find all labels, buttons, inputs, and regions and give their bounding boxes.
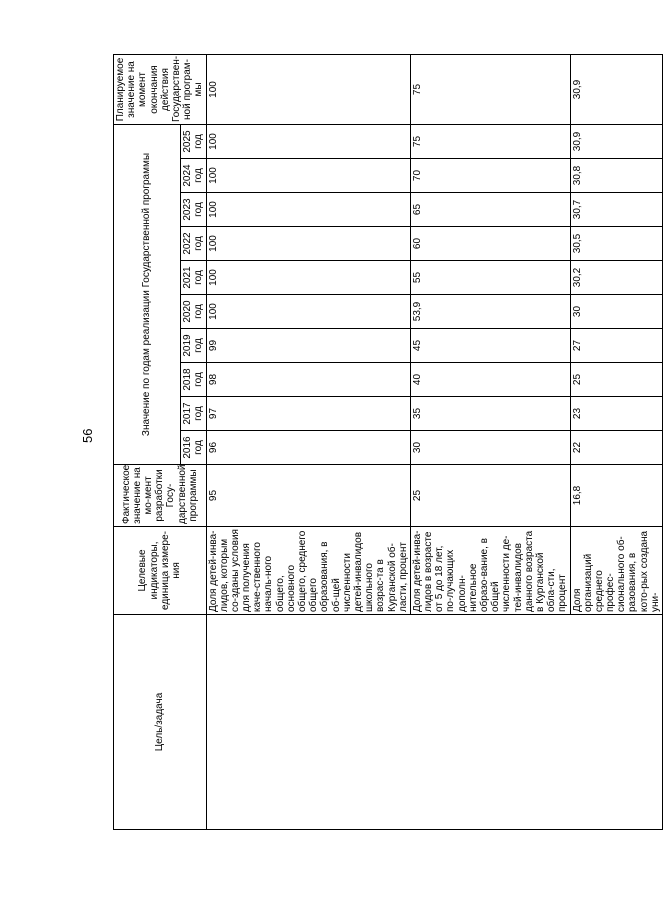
year-value-cell: 30,9 bbox=[570, 125, 663, 159]
year-value-cell: 30,7 bbox=[570, 193, 663, 227]
planned-value-cell: 75 bbox=[410, 55, 570, 125]
header-year: 2021 год bbox=[181, 261, 206, 295]
header-planned: Планируемое значение на момент окончания действия Государствен-ной програм-мы bbox=[114, 55, 207, 125]
year-value-cell: 96 bbox=[206, 431, 410, 465]
year-value-cell: 45 bbox=[410, 329, 570, 363]
year-value-cell: 53,9 bbox=[410, 295, 570, 329]
year-value-cell: 30,5 bbox=[570, 227, 663, 261]
year-value-cell: 100 bbox=[206, 227, 410, 261]
header-goal: Цель/задача bbox=[114, 615, 207, 830]
rotated-table-wrapper bbox=[113, 50, 661, 830]
year-value-cell: 100 bbox=[206, 261, 410, 295]
year-value-cell: 60 bbox=[410, 227, 570, 261]
year-value-cell: 99 bbox=[206, 329, 410, 363]
year-value-cell: 27 bbox=[570, 329, 663, 363]
actual-value-cell: 95 bbox=[206, 465, 410, 527]
header-year: 2018 год bbox=[181, 363, 206, 397]
header-year: 2020 год bbox=[181, 295, 206, 329]
year-value-cell: 30 bbox=[410, 431, 570, 465]
table-row bbox=[206, 55, 410, 830]
header-indicator: Целевые индикаторы, единица измере-ния bbox=[114, 527, 207, 615]
year-value-cell: 98 bbox=[206, 363, 410, 397]
year-value-cell: 22 bbox=[570, 431, 663, 465]
year-value-cell: 100 bbox=[206, 159, 410, 193]
year-value-cell: 30,2 bbox=[570, 261, 663, 295]
year-value-cell: 100 bbox=[206, 295, 410, 329]
year-value-cell: 23 bbox=[570, 397, 663, 431]
year-value-cell: 70 bbox=[410, 159, 570, 193]
header-by-year: Значение по годам реализации Государственной программы bbox=[114, 125, 181, 465]
year-value-cell: 35 bbox=[410, 397, 570, 431]
year-value-cell: 30,8 bbox=[570, 159, 663, 193]
header-year: 2016 год bbox=[181, 431, 206, 465]
indicator-cell: Доля детей-инва-лидов в возрасте от 5 до 18 лет, по-лучающих дополн-нительное образо-вание, в общей численности де-тей-инвалидов данного возраста в Курганской обла-сти, процент bbox=[410, 527, 570, 615]
year-value-cell: 55 bbox=[410, 261, 570, 295]
header-actual: Фактическое значение на мо-мент разработки Госу-дарственной программы bbox=[114, 465, 207, 527]
actual-value-cell: 16,8 bbox=[570, 465, 663, 527]
year-value-cell: 100 bbox=[206, 125, 410, 159]
year-value-cell: 30 bbox=[570, 295, 663, 329]
year-value-cell: 40 bbox=[410, 363, 570, 397]
year-value-cell: 75 bbox=[410, 125, 570, 159]
planned-value-cell: 30,9 bbox=[570, 55, 663, 125]
year-value-cell: 65 bbox=[410, 193, 570, 227]
year-value-cell: 97 bbox=[206, 397, 410, 431]
header-year: 2022 год bbox=[181, 227, 206, 261]
header-year: 2019 год bbox=[181, 329, 206, 363]
page-number: 56 bbox=[80, 428, 95, 443]
goal-cell bbox=[206, 615, 663, 830]
actual-value-cell: 25 bbox=[410, 465, 570, 527]
indicators-table bbox=[113, 54, 663, 830]
header-year: 2024 год bbox=[181, 159, 206, 193]
header-year: 2017 год bbox=[181, 397, 206, 431]
year-value-cell: 25 bbox=[570, 363, 663, 397]
header-year: 2023 год bbox=[181, 193, 206, 227]
header-year: 2025 год bbox=[181, 125, 206, 159]
indicator-cell: Доля организаций среднего профес-сионального об-разования, в кото-рых создана уни- bbox=[570, 527, 663, 615]
year-value-cell: 100 bbox=[206, 193, 410, 227]
indicator-cell: Доля детей-инва-лидов, которым со-зданы условия для получения каче-ственного началь-ного общего, основного общего, среднего общего образования, в об-щей численности детей-инвалидов школьного возрас-та в Курганской об-ласти, процент bbox=[206, 527, 410, 615]
planned-value-cell: 100 bbox=[206, 55, 410, 125]
